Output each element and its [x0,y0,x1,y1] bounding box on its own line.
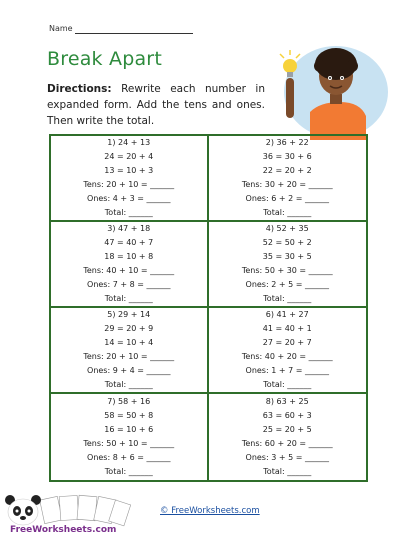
expanded-form-2: 13 = 10 + 3 [104,166,154,175]
expanded-form-1: 58 = 50 + 8 [104,411,154,420]
total-line: Total: ______ [263,380,312,389]
total-line: Total: ______ [263,294,312,303]
problem-card-4 [209,222,367,308]
problem-card-6 [209,308,367,394]
ones-line: Ones: 2 + 5 = ______ [245,280,329,289]
problem-title: 3) 47 + 18 [107,224,151,233]
total-line: Total: ______ [104,467,153,476]
expanded-form-2: 16 = 10 + 6 [104,425,154,434]
total-line: Total: ______ [104,208,153,217]
problem-title: 7) 58 + 16 [107,397,151,406]
expanded-form-2: 35 = 30 + 5 [262,252,312,261]
total-line: Total: ______ [263,467,312,476]
problem-title: 2) 36 + 22 [265,138,309,147]
total-line: Total: ______ [104,294,153,303]
panda-icon [5,495,41,525]
freeworksheets-logo [2,492,152,536]
expanded-form-1: 29 = 20 + 9 [104,324,154,333]
tens-line: Tens: 20 + 10 = ______ [83,180,175,189]
problems-grid [49,134,368,482]
expanded-form-1: 47 = 40 + 7 [104,238,154,247]
tens-line: Tens: 50 + 30 = ______ [241,266,333,275]
total-line: Total: ______ [104,380,153,389]
student-illustration [270,40,390,140]
ones-line: Ones: 4 + 3 = ______ [87,194,171,203]
page-title: Break Apart [47,48,162,70]
directions-label: Directions: [47,83,112,95]
problem-card-3 [51,222,209,308]
ones-line: Ones: 3 + 5 = ______ [245,453,329,462]
logo-wordmark: FreeWorksheets.com [10,525,117,535]
tens-line: Tens: 40 + 20 = ______ [241,352,333,361]
problem-title: 1) 24 + 13 [107,138,151,147]
expanded-form-2: 25 = 20 + 5 [262,425,312,434]
expanded-form-1: 41 = 40 + 1 [262,324,312,333]
ones-line: Ones: 6 + 2 = ______ [245,194,329,203]
problem-card-8 [209,394,367,480]
tens-line: Tens: 20 + 10 = ______ [83,352,175,361]
tens-line: Tens: 50 + 10 = ______ [83,439,175,448]
expanded-form-1: 36 = 30 + 6 [262,152,312,161]
problem-card-7 [51,394,209,480]
ones-line: Ones: 8 + 6 = ______ [87,453,171,462]
directions-text: Rewrite each number in expanded form. Add the tens and ones. Then write the total. [47,83,265,127]
problem-card-2 [209,136,367,222]
expanded-form-1: 63 = 60 + 3 [262,411,312,420]
name-line [75,33,193,34]
expanded-form-1: 24 = 20 + 4 [104,152,154,161]
directions [47,81,265,129]
expanded-form-2: 22 = 20 + 2 [262,166,312,175]
expanded-form-2: 18 = 10 + 8 [104,252,154,261]
problem-card-1 [51,136,209,222]
problem-title: 8) 63 + 25 [265,397,309,406]
tens-line: Tens: 60 + 20 = ______ [241,439,333,448]
problem-title: 4) 52 + 35 [265,224,309,233]
expanded-form-2: 14 = 10 + 4 [104,338,154,347]
problem-title: 5) 29 + 14 [107,310,151,319]
problem-card-5 [51,308,209,394]
expanded-form-1: 52 = 50 + 2 [262,238,312,247]
name-label: Name [49,24,73,33]
ones-line: Ones: 7 + 8 = ______ [87,280,171,289]
freeworksheets-link[interactable]: © FreeWorksheets.com [160,506,260,516]
ones-line: Ones: 1 + 7 = ______ [245,366,329,375]
tens-line: Tens: 40 + 10 = ______ [83,266,175,275]
problem-title: 6) 41 + 27 [265,310,309,319]
worksheet-thumbnails-icon [40,495,131,526]
total-line: Total: ______ [263,208,312,217]
ones-line: Ones: 9 + 4 = ______ [87,366,171,375]
expanded-form-2: 27 = 20 + 7 [262,338,312,347]
tens-line: Tens: 30 + 20 = ______ [241,180,333,189]
